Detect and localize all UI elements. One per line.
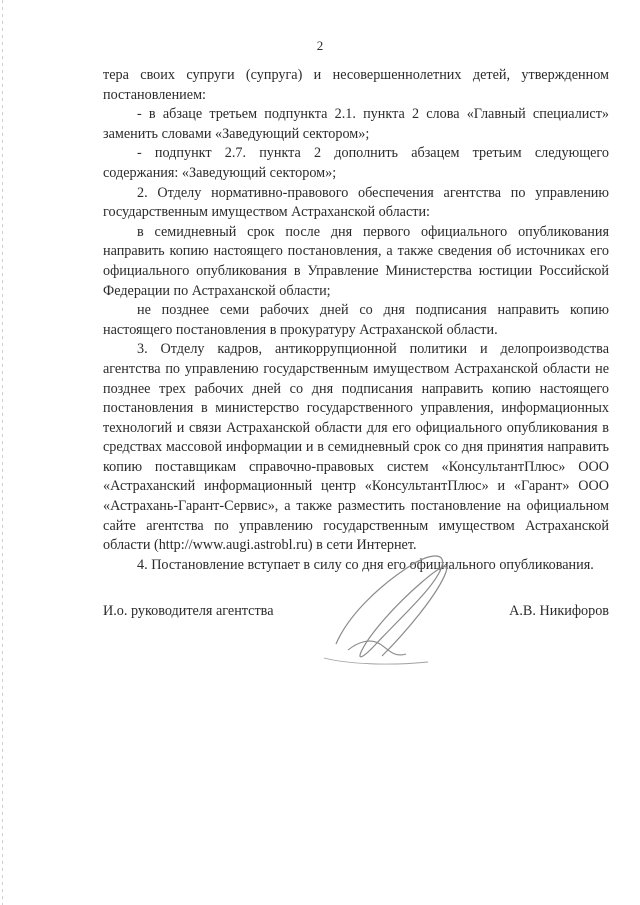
paragraph: 2. Отделу нормативно-правового обеспечения агентства по управлению государственным имуществом Астраханской области: [103, 184, 609, 221]
signatory-name: А.В. Никифоров [509, 603, 609, 619]
page-number: 2 [316, 38, 324, 53]
handwritten-signature [318, 546, 468, 676]
document-body [103, 66, 609, 575]
paragraph: - подпункт 2.7. пункта 2 дополнить абзацем третьим следующего содержания: «Заведующий сектором»; [103, 145, 609, 181]
paragraph: не позднее семи рабочих дней со дня подписания направить копию настоящего постановления в прокуратуру Астраханской области. [103, 302, 609, 338]
scan-edge [2, 0, 3, 905]
paragraph: тера своих супруги (супруга) и несовершеннолетних детей, утвержденном постановлением: [103, 67, 609, 103]
signatory-title: И.о. руководителя агентства [103, 603, 274, 619]
paragraph: 3. Отделу кадров, антикоррупционной политики и делопроизводства агентства по управлению государственным имуществом Астраханской области не позднее трех рабочих дней со дня подписания направить копию настоящего постановления в министерство государственного управления, информационных технологий и связи Астраханской области для его официального опубликования в средствах массовой информации и в семидневный срок со дня принятия направить копию поставщикам справочно-правовых систем «КонсультантПлюс» ООО «Астраханский информационный центр «КонсультантПлюс» и «Гарант» ООО «Астрахань-Гарант-Сервис», а также разместить постановление на официальном сайте агентства по управлению государственным имуществом Астраханской области (http://www.augi.astrobl.ru) в сети Интернет. [103, 341, 609, 554]
paragraph: 4. Постановление вступает в силу со дня его официального опубликования. [137, 556, 594, 573]
paragraph: - в абзаце третьем подпункта 2.1. пункта 2 слова «Главный специалист» заменить словами «Заведующий сектором»; [103, 106, 609, 142]
paragraph: в семидневный срок после дня первого официального опубликования направить копию настоящего постановления, а также сведения об источниках его официального опубликования в Управление Министерства юстиции Российской Федерации по Астраханской области; [103, 223, 609, 299]
